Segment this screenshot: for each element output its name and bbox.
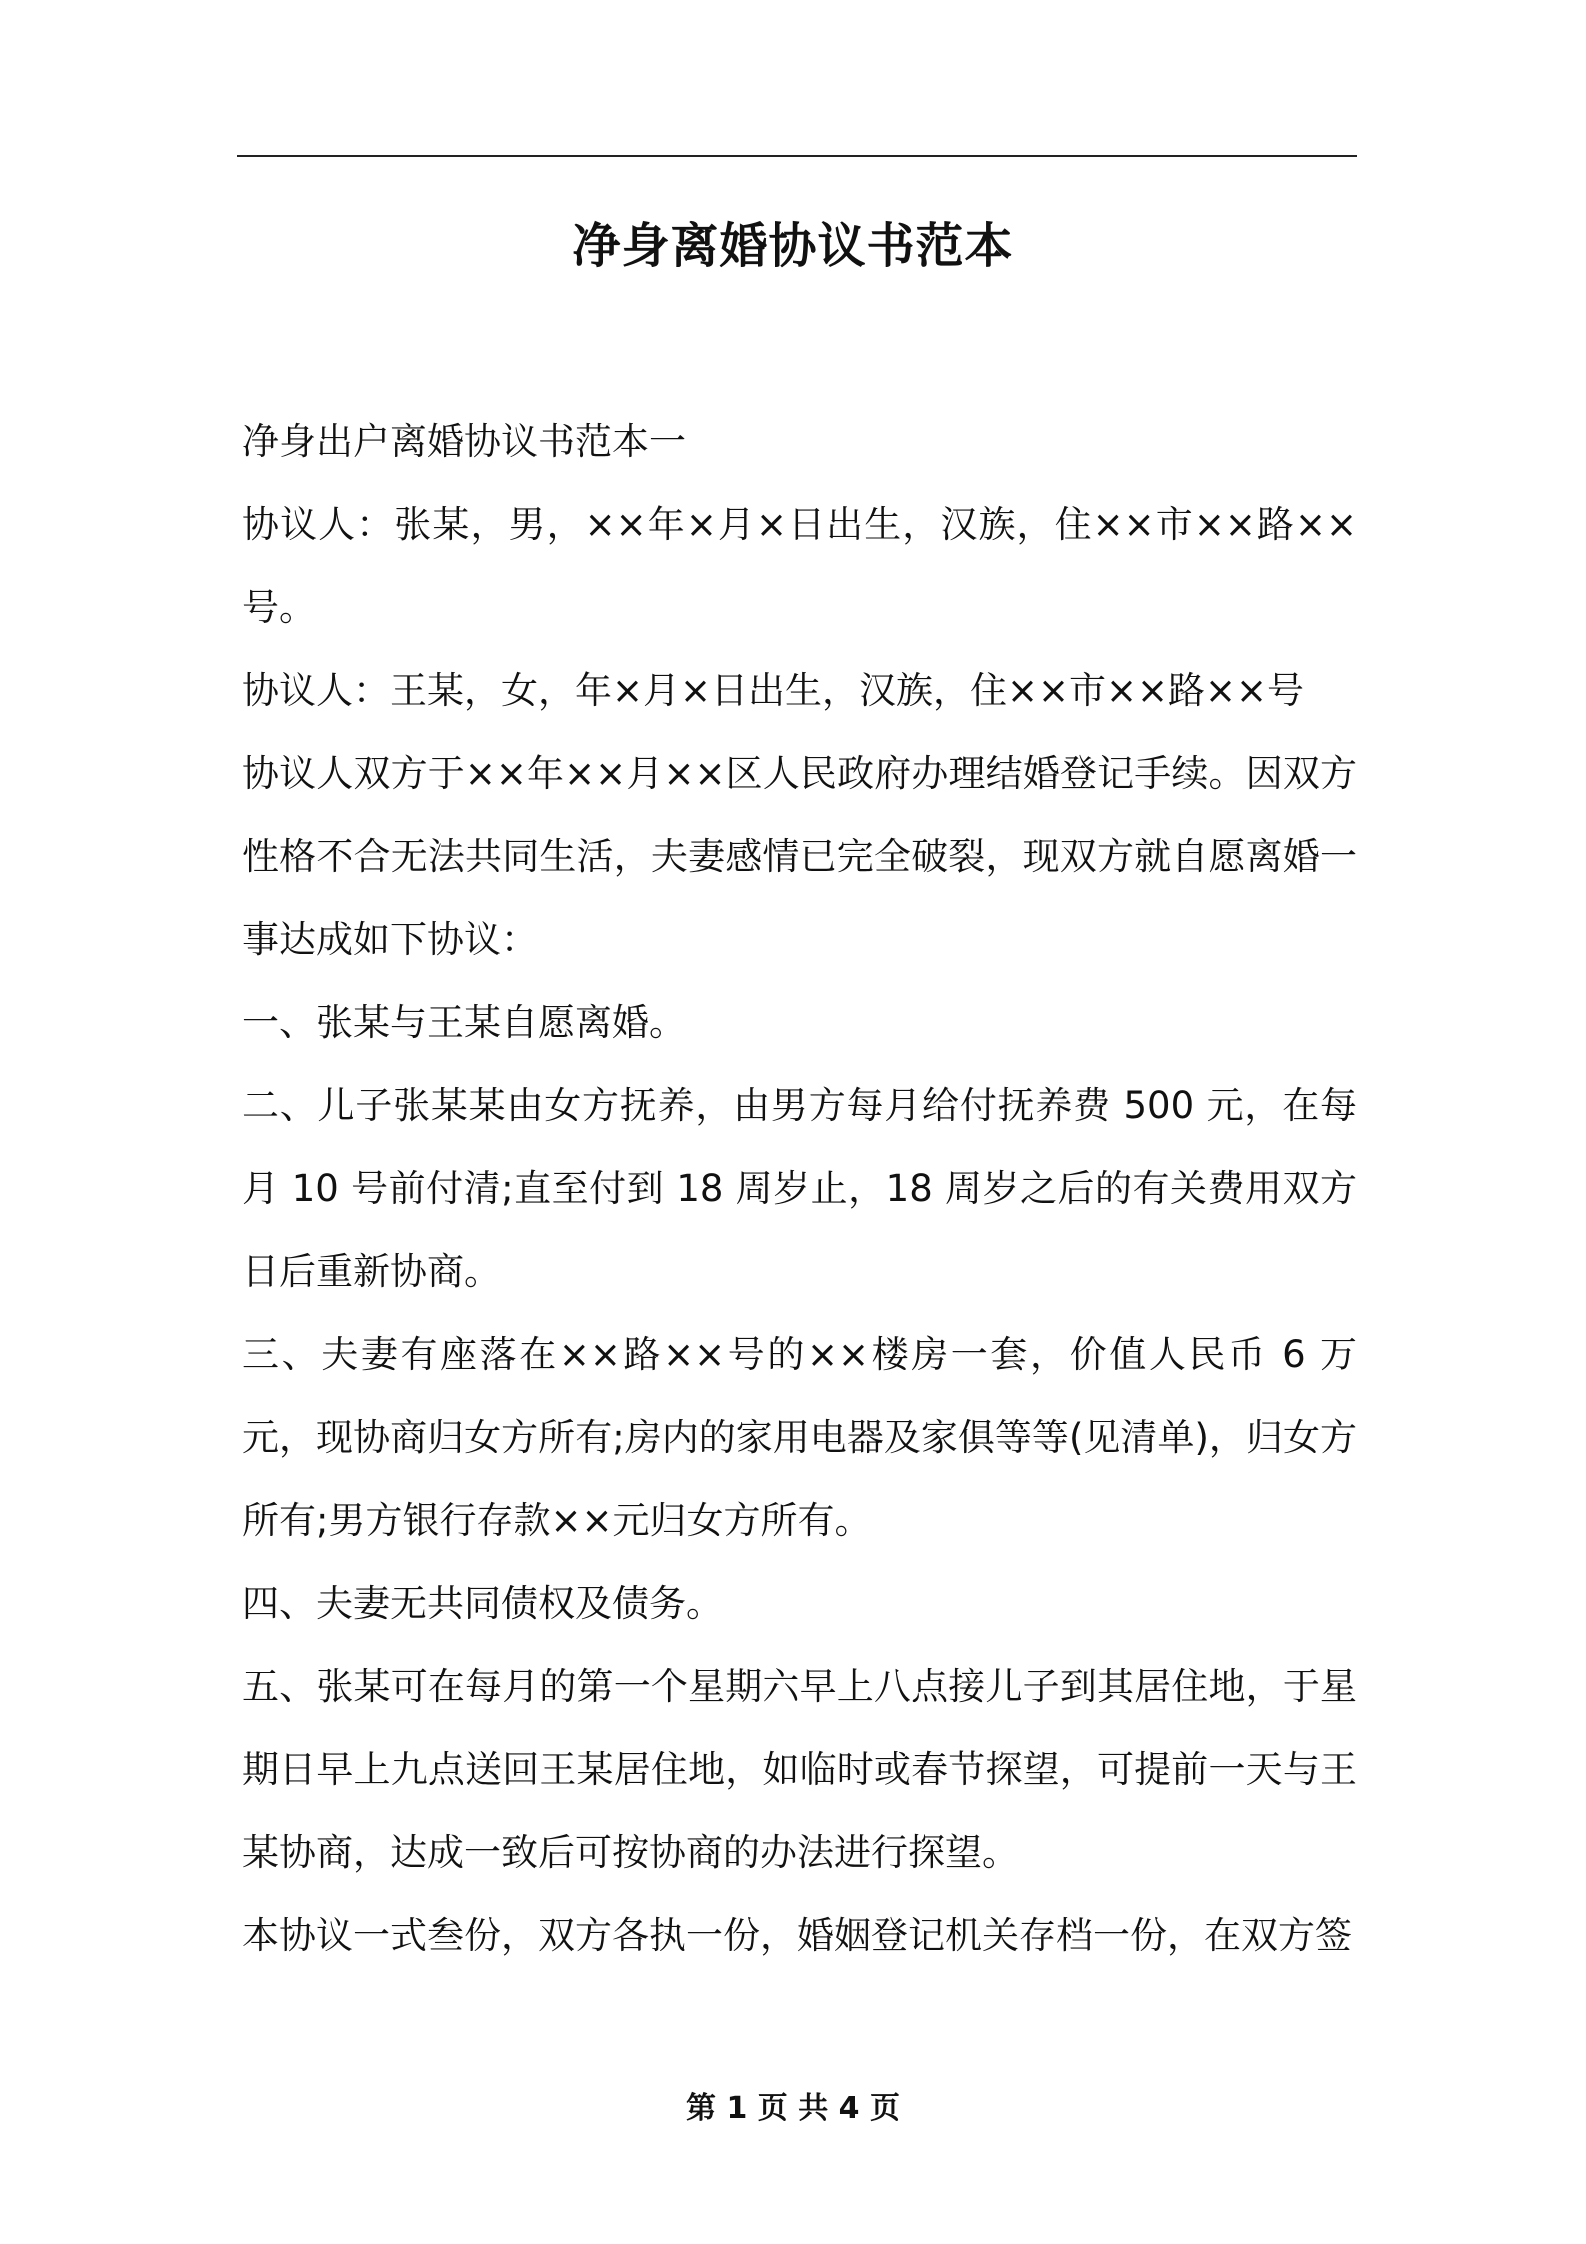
clause-5: 五、张某可在每月的第一个星期六早上八点接儿子到其居住地，于星期日早上九点送回王某居住地，如临时或春节探望，可提前一天与王某协商，达成一致后可按协商的办法进行探望。 <box>242 1665 1357 1874</box>
page-footer: 第 1 页 共 4 页 <box>686 2091 900 2126</box>
clause-4: 四、夫妻无共同债权及债务。 <box>242 1582 723 1625</box>
party-one-paragraph: 协议人：张某，男，××年×月×日出生，汉族，住××市××路××号。 <box>242 503 1357 629</box>
clause-1: 一、张某与王某自愿离婚。 <box>242 1001 686 1044</box>
preamble-paragraph: 协议人双方于××年××月××区人民政府办理结婚登记手续。因双方性格不合无法共同生活，夫妻感情已完全破裂，现双方就自愿离婚一事达成如下协议： <box>242 752 1357 961</box>
section-heading: 净身出户离婚协议书范本一 <box>242 420 686 463</box>
document-title: 净身离婚协议书范本 <box>572 218 1014 274</box>
document-body <box>242 400 1357 1977</box>
closing-paragraph: 本协议一式叁份，双方各执一份，婚姻登记机关存档一份，在双方签 <box>242 1914 1352 1957</box>
party-two-paragraph: 协议人：王某，女，年×月×日出生，汉族，住××市××路××号 <box>242 669 1305 712</box>
clause-3: 三、夫妻有座落在××路××号的××楼房一套，价值人民币 6 万元，现协商归女方所有;房内的家用电器及家俱等等(见清单)，归女方所有;男方银行存款××元归女方所有。 <box>242 1333 1357 1542</box>
header-rule <box>237 155 1357 157</box>
clause-2: 二、儿子张某某由女方抚养，由男方每月给付抚养费 500 元，在每月 10 号前付清;直至付到 18 周岁止，18 周岁之后的有关费用双方日后重新协商。 <box>242 1084 1357 1293</box>
